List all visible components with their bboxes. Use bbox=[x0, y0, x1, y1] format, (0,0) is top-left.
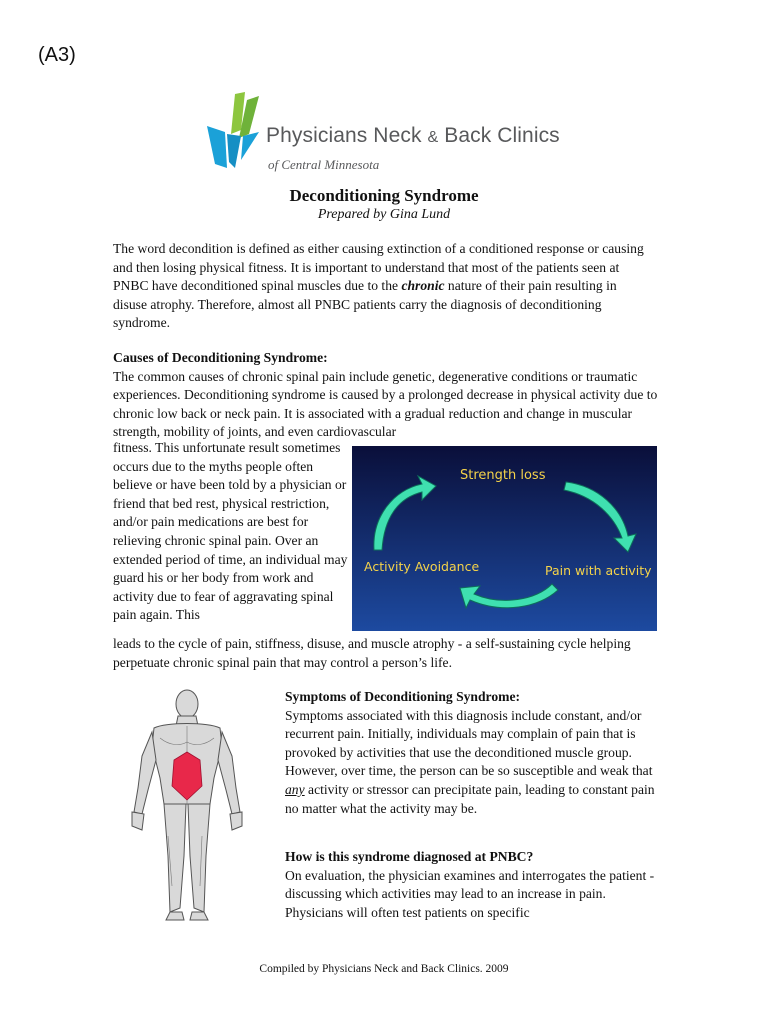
symptoms-text-before: Symptoms associated with this diagnosis include constant, and/or recurrent pain. Initially, individuals may complain of pain that is provoked by activities that use the deconditioned muscle group. However, over time, the person can be so susceptible and weak that bbox=[285, 707, 653, 779]
intro-paragraph bbox=[113, 240, 653, 333]
back-muscles-figure bbox=[130, 686, 245, 922]
symptoms-text-after: activity or stressor can precipitate pain, leading to constant pain no matter what the activity may be. bbox=[285, 781, 655, 816]
diagnosis-section bbox=[285, 848, 660, 922]
page-tag: (A3) bbox=[38, 44, 76, 66]
intro-text-before: The word decondition is defined as either causing extinction of a conditioned response or causing and then losing physical fitness. It is important to understand that most of the patients seen at PNBC have deconditioned spinal muscles due to the bbox=[113, 241, 644, 294]
causes-text-narrow: fitness. This unfortunate result sometimes occurs due to the myths people often believe or have been told by a physician or friend that bed rest, physical restriction, and/or pain medications are best for relieving chronic spinal pain. Over an extended period of time, an individual may guard his or her body from work and activity due to fear of aggravating spinal pain again. This bbox=[113, 440, 348, 623]
logo-name-amp: & bbox=[427, 129, 439, 146]
diagnosis-text: On evaluation, the physician examines and interrogates the patient - discussing which activities may lead to an increase in pain. Physicians will often test patients on specific bbox=[285, 867, 655, 920]
causes-text-full: The common causes of chronic spinal pain include genetic, degenerative conditions or traumatic experiences. Deconditioning syndrome is caused by a prolonged decrease in physical activity due to chronic low back or neck pain. It is associated with a gradual reduction and change in muscular strength, mobility of joints, and even cardiovascular bbox=[113, 368, 658, 440]
causes-text-after: leads to the cycle of pain, stiffness, disuse, and muscle atrophy - a self-sustaining cycle helping perpetuate chronic spinal pain that may control a person’s life. bbox=[113, 636, 631, 670]
logo-name-part2: Back Clinics bbox=[444, 124, 560, 147]
logo-name-part1: Physicians Neck bbox=[266, 124, 422, 147]
causes-heading: Causes of Deconditioning Syndrome: bbox=[113, 350, 328, 365]
cycle-label-left: Activity Avoidance bbox=[364, 559, 480, 574]
clinic-logo-icon bbox=[205, 90, 267, 170]
symptoms-emphasis: any bbox=[285, 781, 305, 797]
symptoms-heading: Symptoms of Deconditioning Syndrome: bbox=[285, 689, 521, 704]
document-title: Deconditioning Syndrome bbox=[289, 186, 479, 205]
cycle-label-right: Pain with activity bbox=[545, 563, 652, 578]
symptoms-text bbox=[285, 707, 660, 819]
clinic-logo-subtitle: of Central Minnesota bbox=[268, 157, 380, 172]
diagnosis-heading: How is this syndrome diagnosed at PNBC? bbox=[285, 849, 534, 864]
clinic-logo-name bbox=[266, 124, 560, 148]
intro-emphasis: chronic bbox=[401, 278, 445, 294]
intro-text-after: nature of their pain resulting in disuse atrophy. Therefore, almost all PNBC patients carry the diagnosis of deconditioning syndrome. bbox=[113, 278, 617, 331]
deconditioning-cycle-diagram bbox=[352, 446, 657, 631]
cycle-label-top: Strength loss bbox=[460, 468, 546, 483]
causes-section bbox=[113, 349, 658, 442]
page-footer: Compiled by Physicians Neck and Back Clinics. 2009 bbox=[259, 963, 509, 975]
document-byline: Prepared by Gina Lund bbox=[317, 207, 451, 222]
symptoms-section bbox=[285, 688, 660, 818]
